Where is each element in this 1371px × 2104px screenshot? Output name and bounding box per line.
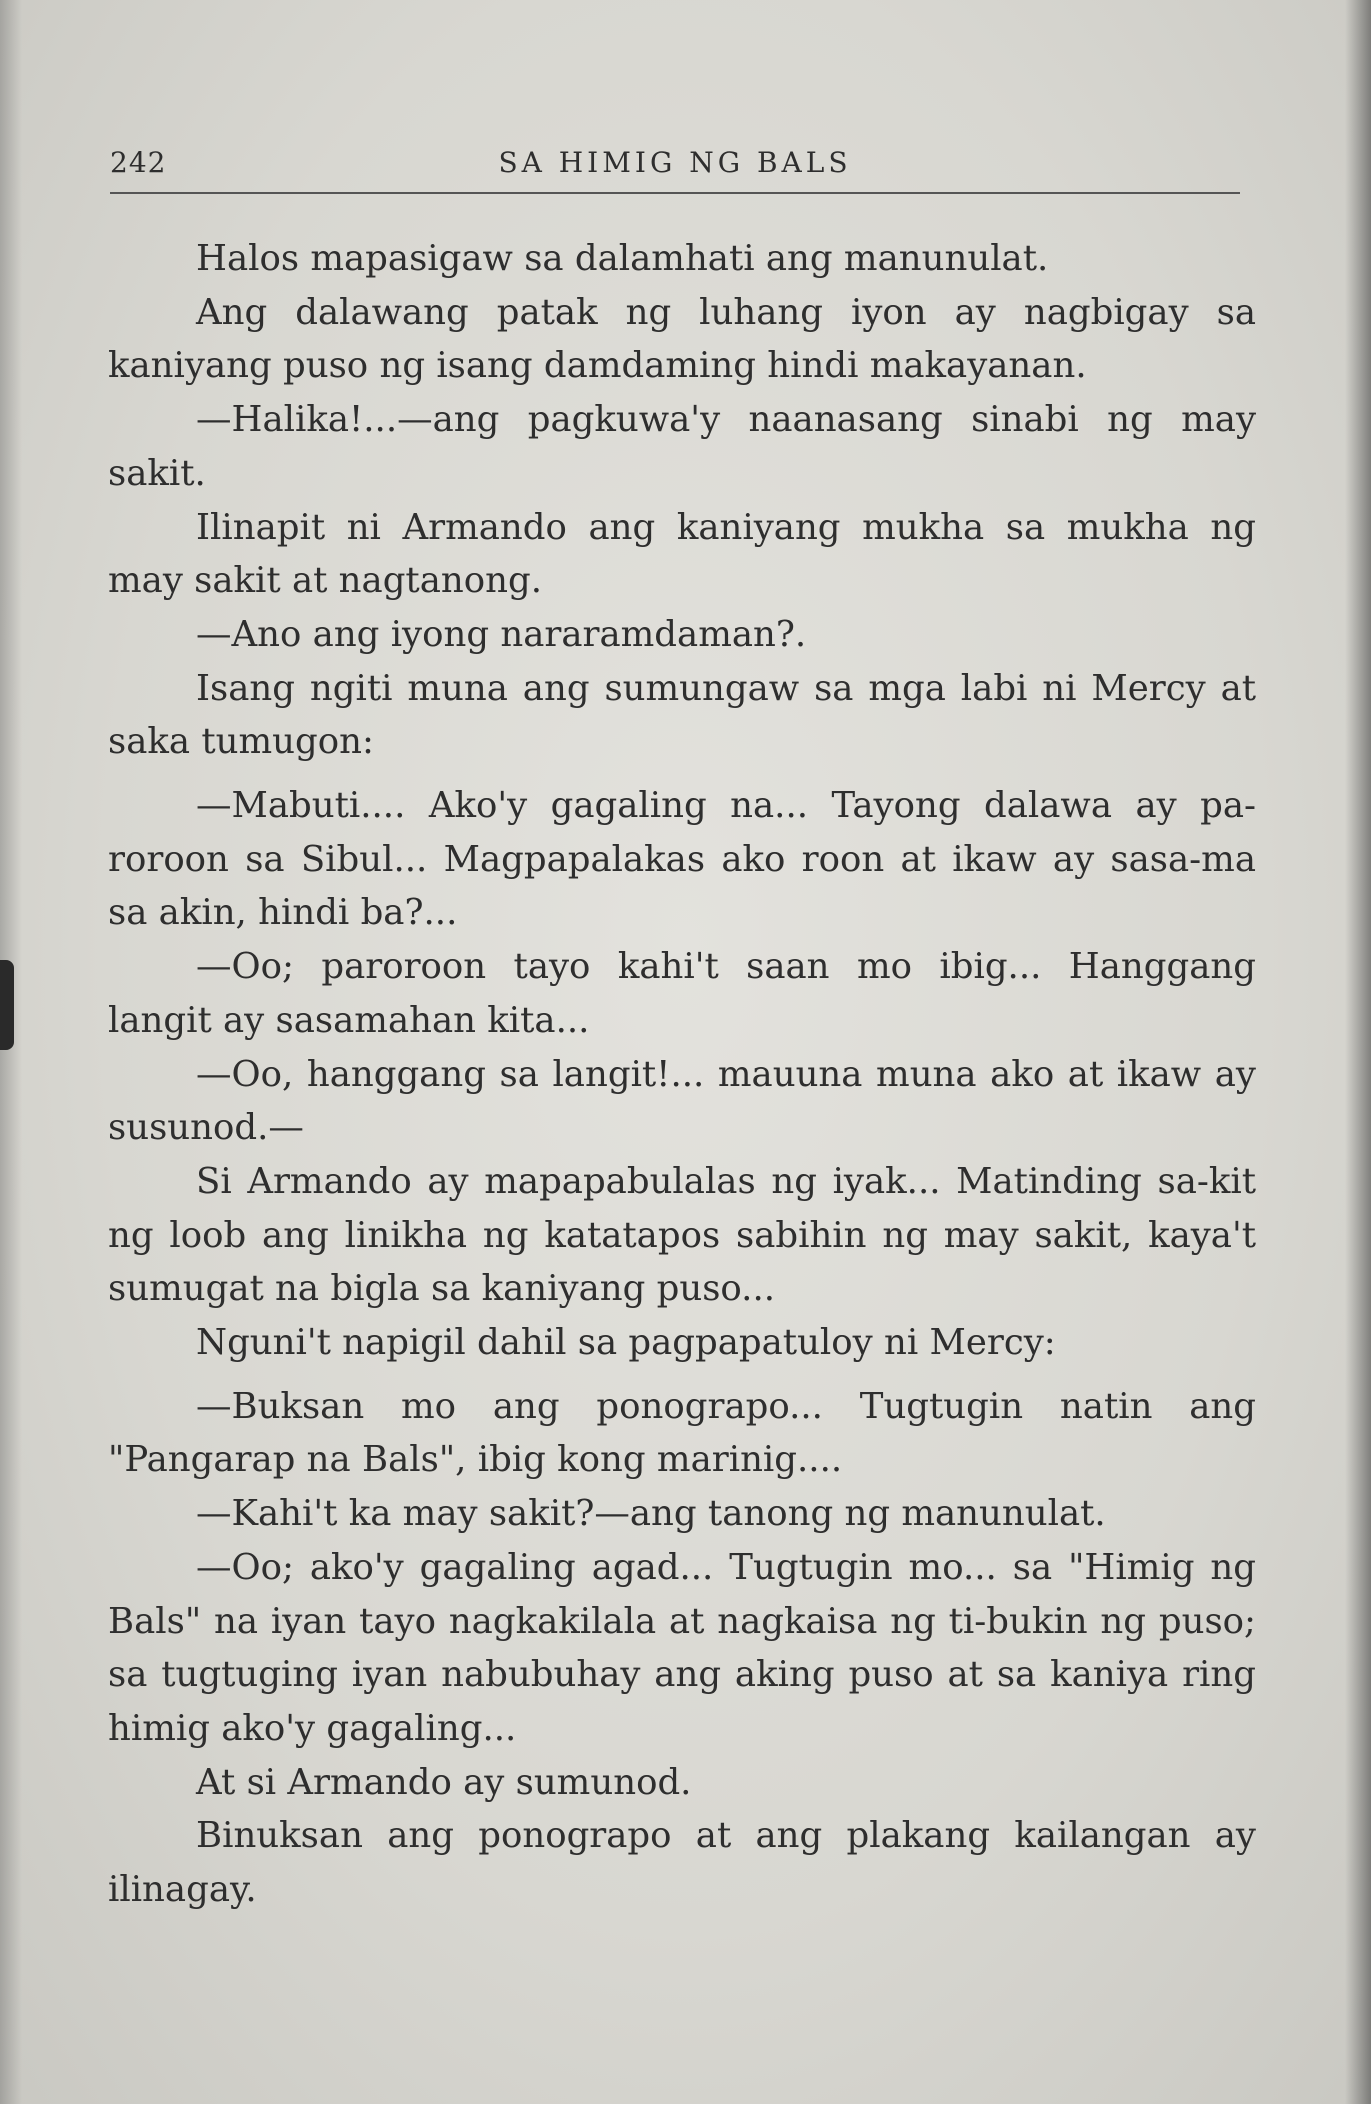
paragraph: Isang ngiti muna ang sumungaw sa mga labi ni Mercy at saka tumugon: [108, 667, 1256, 763]
paragraph: Ilinapit ni Armando ang kaniyang mukha sa mukha ng may sakit at nagtanong. [108, 506, 1256, 602]
paragraph: —Oo; ako'y gagaling agad... Tugtugin mo... sa "Himig ng Bals" na iyan tayo nagkakilala at nagkaisa ng ti-bukin ng puso; sa tugtuging iyan nabubuhay ang aking puso at sa kaniya ring himig ako'y gagaling... [108, 1546, 1256, 1749]
page-edge-shadow-left [0, 0, 22, 2104]
binding-mark [0, 960, 14, 1050]
paragraph: Binuksan ang ponograpo at ang plakang kailangan ay ilinagay. [108, 1815, 1256, 1911]
page-number: 242 [110, 146, 167, 179]
paragraph: —Oo; paroroon tayo kahi't saan mo ibig... Hanggang langit ay sasamahan kita... [108, 946, 1256, 1041]
paragraph: —Kahi't ka may sakit?—ang tanong ng manunulat. [196, 1493, 1106, 1535]
body-text [108, 232, 1256, 1917]
paragraph: —Oo, hanggang sa langit!... mauuna muna ako at ikaw ay susunod.— [108, 1053, 1256, 1149]
paragraph: Ang dalawang patak ng luhang iyon ay nagbigay sa kaniyang puso ng isang damdaming hindi makayanan. [108, 291, 1256, 387]
running-title: SA HIMIG NG BALS [498, 146, 852, 179]
paragraph: —Buksan mo ang ponograpo... Tugtugin natin ang "Pangarap na Bals", ibig kong marinig.... [108, 1385, 1256, 1481]
page-header [110, 140, 1240, 194]
paragraph: Nguni't napigil dahil sa pagpapatuloy ni Mercy: [196, 1322, 1056, 1364]
paragraph: —Mabuti.... Ako'y gagaling na... Tayong dalawa ay pa-roroon sa Sibul... Magpapalakas ako roon at ikaw ay sasa-ma sa akin, hindi ba?... [108, 785, 1256, 934]
paragraph: Si Armando ay mapapabulalas ng iyak... Matinding sa-kit ng loob ang linikha ng katatapos sabihin ng may sakit, kaya't sumugat na bigla sa kaniyang puso... [108, 1160, 1256, 1310]
paragraph: —Halika!...—ang pagkuwa'y naanasang sinabi ng may sakit. [108, 399, 1256, 494]
paragraph: —Ano ang iyong nararamdaman?. [196, 613, 807, 655]
paragraph: At si Armando ay sumunod. [196, 1761, 692, 1803]
page-edge-shadow-right [1345, 0, 1371, 2104]
paragraph: Halos mapasigaw sa dalamhati ang manunulat. [196, 238, 1049, 279]
